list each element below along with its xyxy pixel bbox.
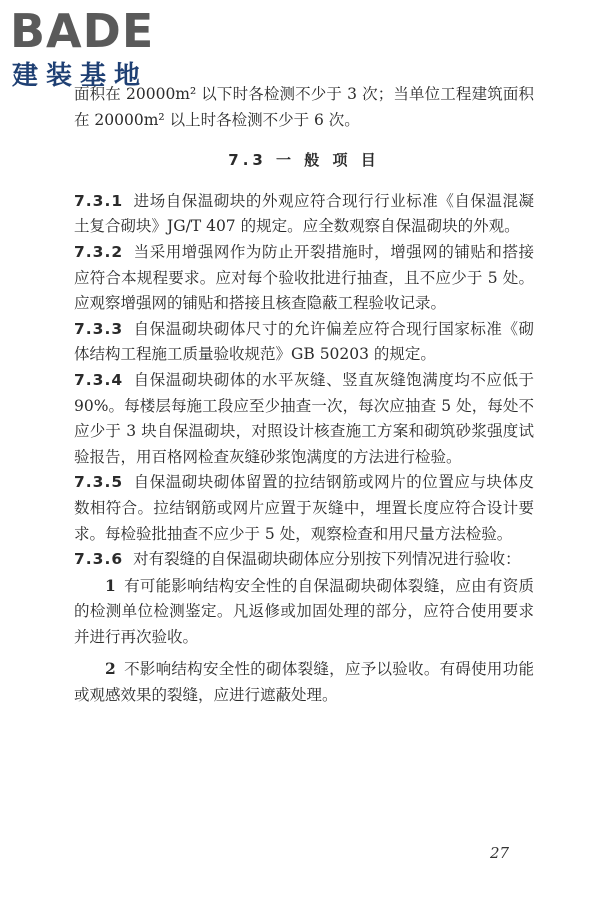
clause-text: 自保温砌块砌体尺寸的允许偏差应符合现行国家标准《砌体结构工程施工质量验收规范》GB 50203 的规定。	[74, 319, 534, 364]
section-title: 7.3 一 般 项 目	[228, 151, 380, 170]
clause-number: 7.3.4	[74, 370, 124, 389]
clause-text: 进场自保温砌块的外观应符合现行行业标准《自保温混凝土复合砌块》JG/T 407 的规定。应全数观察自保温砌块的外观。	[74, 191, 534, 236]
clause-number: 7.3.3	[74, 319, 124, 338]
document-body	[74, 82, 534, 709]
sub-item-number: 2	[105, 659, 116, 679]
sub-item-1	[74, 573, 534, 651]
logo-subtitle: 建装基地	[12, 61, 149, 91]
continuation-paragraph: 面积在 20000m² 以下时各检测不少于 3 次；当单位工程建筑面积在 20000m² 以上时各检测不少于 6 次。	[74, 85, 534, 129]
clause-text: 对有裂缝的自保温砌块砌体应分别按下列情况进行验收：	[133, 550, 521, 569]
sub-item-text: 有可能影响结构安全性的自保温砌块砌体裂缝，应由有资质的检测单位检测鉴定。凡返修或加固处理的部分，应符合使用要求并进行再次验收。	[74, 576, 534, 646]
clause-text: 自保温砌块砌体留置的拉结钢筋或网片的位置应与块体皮数相符合。拉结钢筋或网片应置于灰缝中，埋置长度应符合设计要求。每检验批抽查不应少于 5 处，观察检查和用尺量方法检验。	[74, 473, 534, 543]
clause-7-3-6	[74, 547, 534, 573]
clause-7-3-3	[74, 317, 534, 368]
clause-7-3-1	[74, 189, 534, 240]
clause-text: 自保温砌块砌体的水平灰缝、竖直灰缝饱满度均不应低于 90%。每楼层每施工段应至少抽查一次，每次应抽查 5 处，每处不应少于 3 块自保温砌块，对照设计核查施工方案和砌筑砂浆强度试验报告，用百格网检查灰缝砂浆饱满度的方法进行检验。	[74, 370, 534, 466]
clause-7-3-5	[74, 470, 534, 547]
clause-number: 7.3.5	[74, 473, 124, 492]
sub-item-number: 1	[105, 575, 116, 595]
clause-number: 7.3.6	[74, 550, 124, 569]
page-number: 27	[490, 844, 510, 862]
logo-wordmark: BADE	[10, 4, 155, 58]
clause-number: 7.3.1	[74, 191, 124, 210]
clause-number: 7.3.2	[74, 242, 124, 261]
clause-7-3-4	[74, 368, 534, 470]
sub-item-text: 不影响结构安全性的砌体裂缝，应予以验收。有碍使用功能或观感效果的裂缝，应进行遮蔽处理。	[74, 660, 534, 705]
clause-text: 当采用增强网作为防止开裂措施时，增强网的铺贴和搭接应符合本规程要求。应对每个验收批进行抽查，且不应少于 5 处。应观察增强网的铺贴和搭接且核查隐蔽工程验收记录。	[74, 242, 534, 313]
clause-7-3-2	[74, 240, 534, 317]
sub-item-2	[74, 656, 534, 708]
